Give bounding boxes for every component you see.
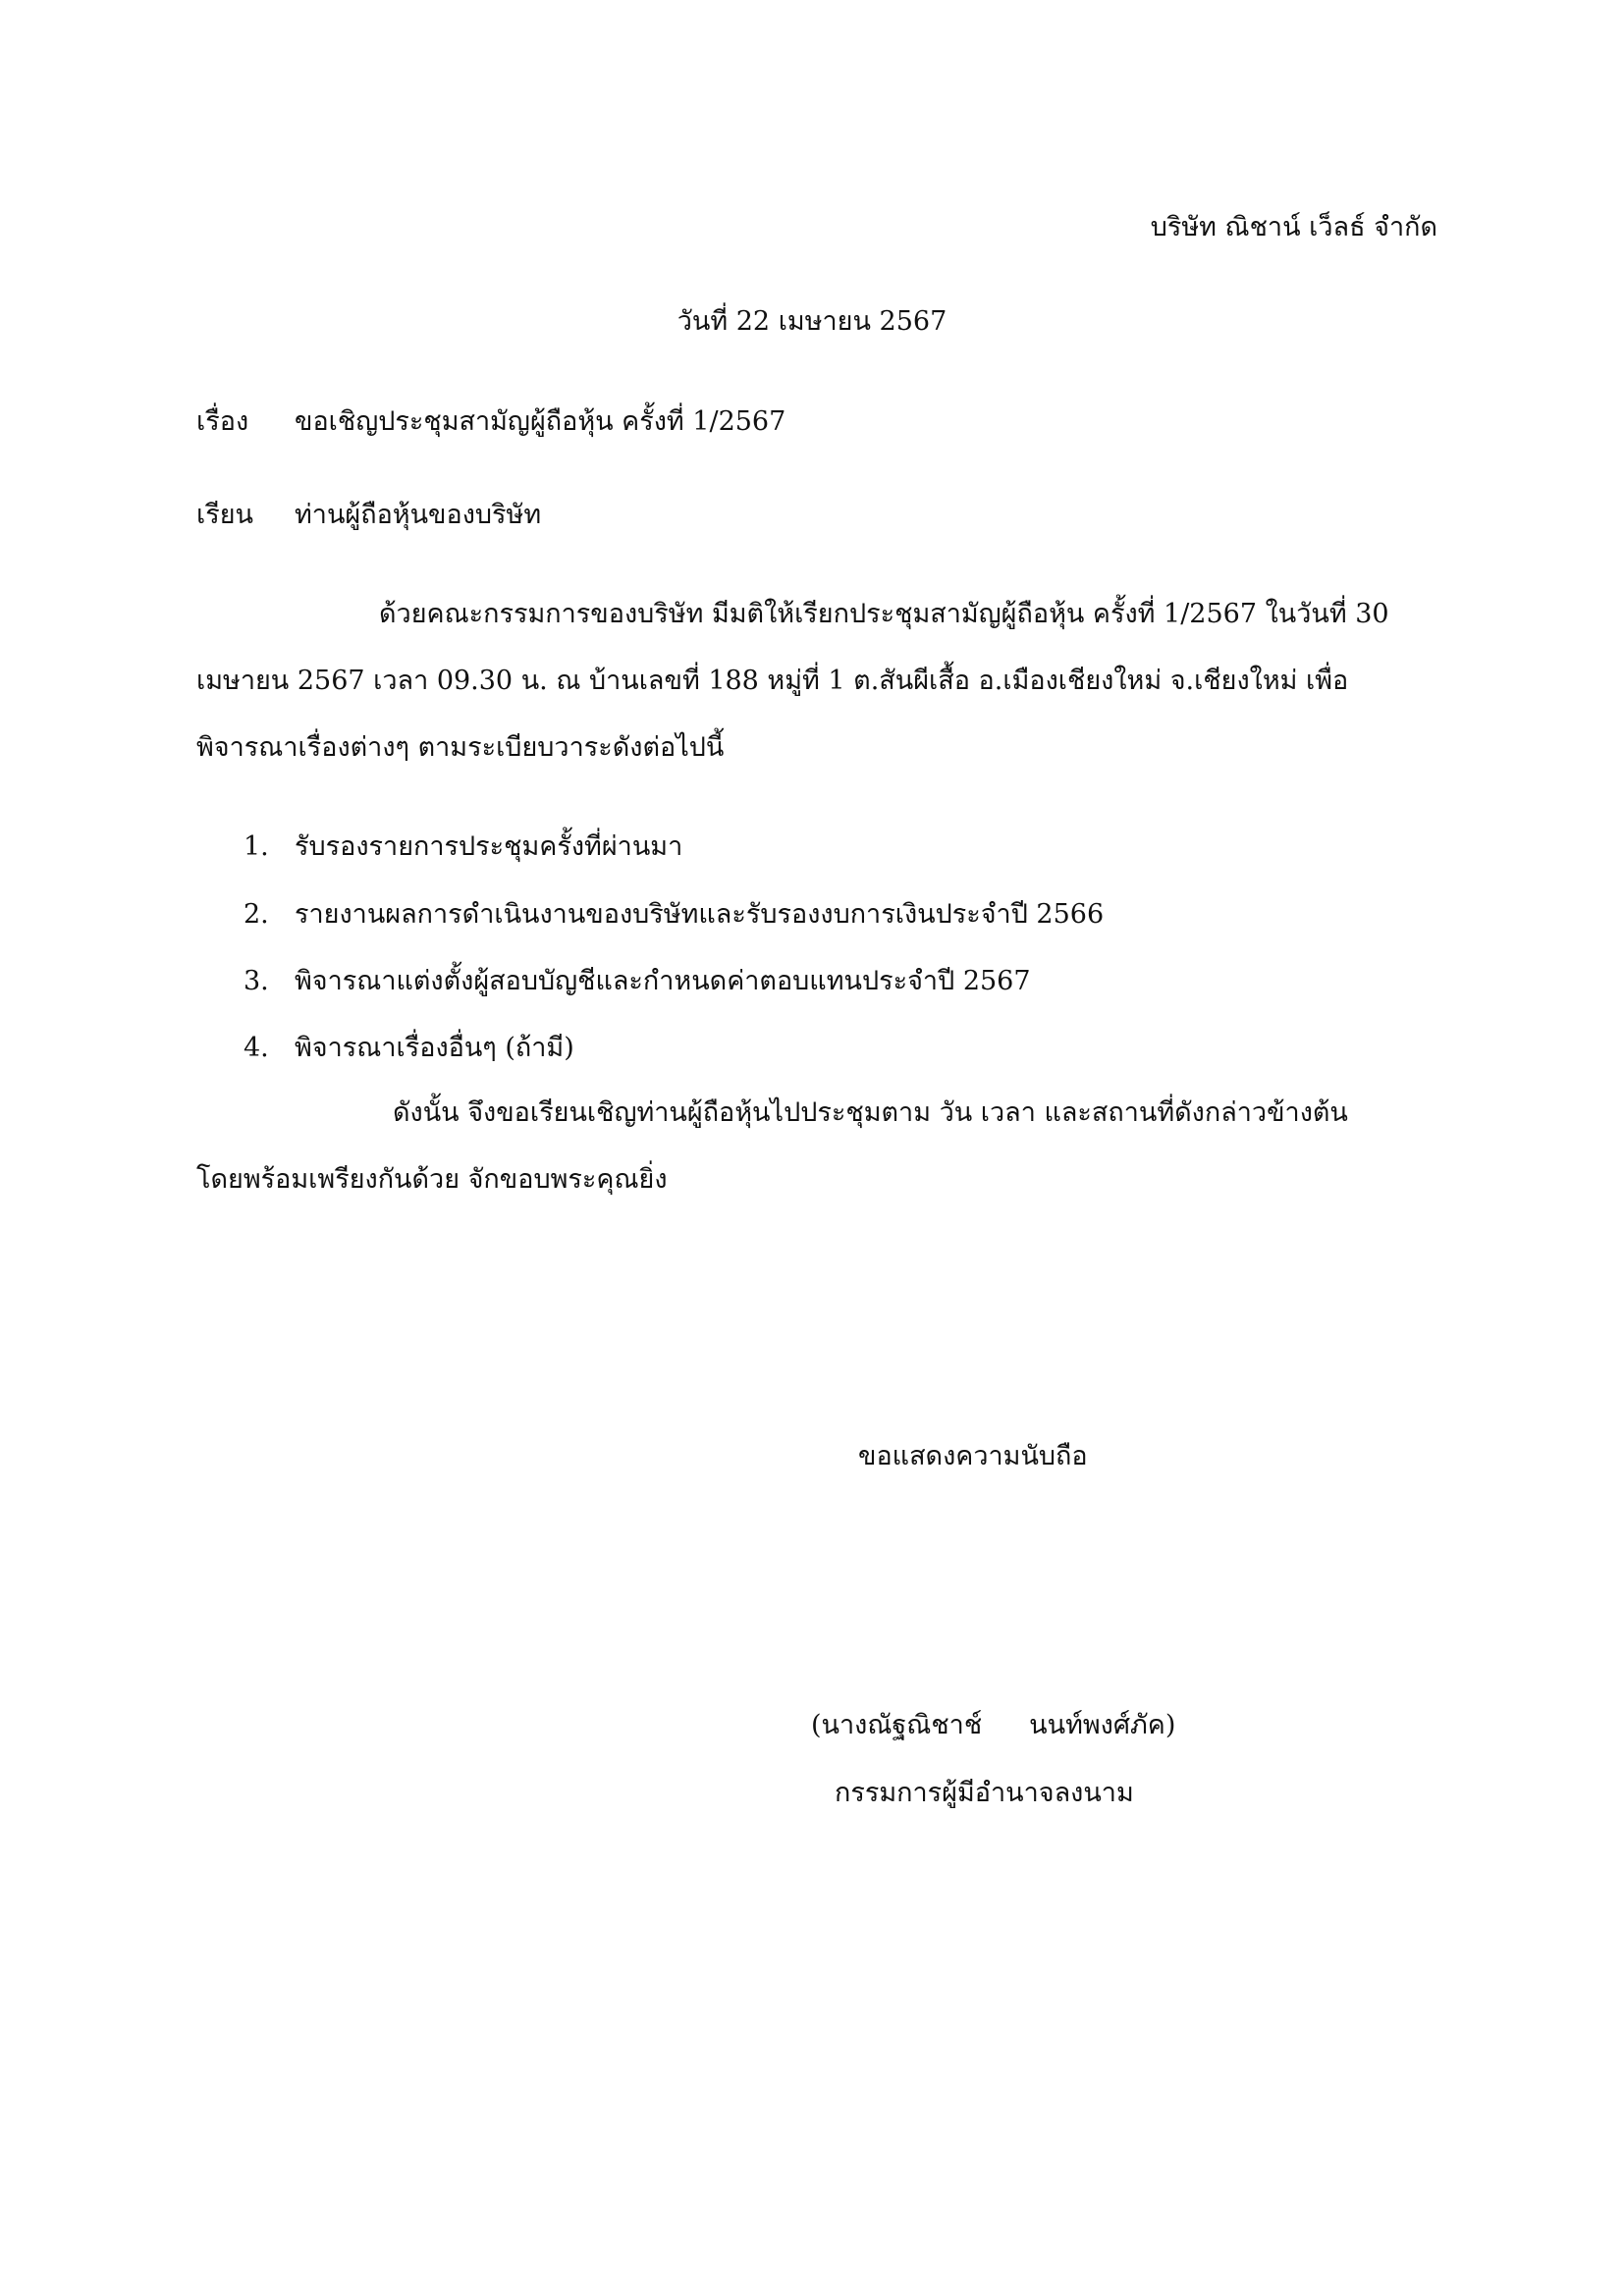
body-line: พิจารณาเรื่องต่างๆ ตามระเบียบวาระดังต่อไปนี้ <box>196 732 725 763</box>
subject-text: ขอเชิญประชุมสามัญผู้ถือหุ้น ครั้งที่ 1/2567 <box>295 406 786 437</box>
body-line: เมษายน 2567 เวลา 09.30 น. ณ บ้านเลขที่ 188 หมู่ที่ 1 ต.สันผีเสื้อ อ.เมืองเชียงใหม่ จ.เชียงใหม่ เพื่อ <box>196 666 1349 696</box>
agenda-text: รายงานผลการดำเนินงานของบริษัทและรับรองงบการเงินประจำปี 2566 <box>295 899 1105 930</box>
signer-title: กรรมการผู้มีอำนาจลงนาม <box>835 1778 1134 1808</box>
agenda-number: 4. <box>244 1033 269 1063</box>
agenda-number: 3. <box>244 966 269 996</box>
subject-label: เรื่อง <box>196 406 249 437</box>
signer-name-first: (นางณัฐณิชาช์ <box>811 1710 983 1740</box>
subject-row <box>196 402 785 442</box>
recipient-label: เรียน <box>196 500 254 530</box>
agenda-item <box>244 962 1031 1001</box>
regards-text: ขอแสดงความนับถือ <box>858 1441 1088 1471</box>
letter-date: วันที่ 22 เมษายน 2567 <box>677 306 947 337</box>
closing-line: โดยพร้อมเพรียงกันด้วย จักขอบพระคุณยิ่ง <box>196 1164 668 1195</box>
company-name: บริษัท ณิชาน์ เว็ลธ์ จำกัด <box>1150 212 1437 242</box>
recipient-row <box>196 496 541 535</box>
recipient-text: ท่านผู้ถือหุ้นของบริษัท <box>295 500 542 530</box>
agenda-item <box>244 828 682 867</box>
agenda-text: พิจารณาเรื่องอื่นๆ (ถ้ามี) <box>295 1033 574 1063</box>
closing-line: ดังนั้น จึงขอเรียนเชิญท่านผู้ถือหุ้นไปประชุมตาม วัน เวลา และสถานที่ดังกล่าวข้างต้น <box>393 1097 1348 1128</box>
agenda-text: พิจารณาแต่งตั้งผู้สอบบัญชีและกำหนดค่าตอบแทนประจำปี 2567 <box>295 966 1031 996</box>
agenda-number: 2. <box>244 899 269 930</box>
agenda-number: 1. <box>244 831 269 862</box>
agenda-text: รับรองรายการประชุมครั้งที่ผ่านมา <box>295 831 683 862</box>
body-line: ด้วยคณะกรรมการของบริษัท มีมติให้เรียกประชุมสามัญผู้ถือหุ้น ครั้งที่ 1/2567 ในวันที่ 30 <box>379 599 1389 629</box>
agenda-item <box>244 1029 574 1068</box>
signer-name-last: นนท์พงศ์ภัค) <box>1029 1710 1176 1740</box>
signer-name <box>811 1706 1175 1745</box>
agenda-item <box>244 895 1104 934</box>
